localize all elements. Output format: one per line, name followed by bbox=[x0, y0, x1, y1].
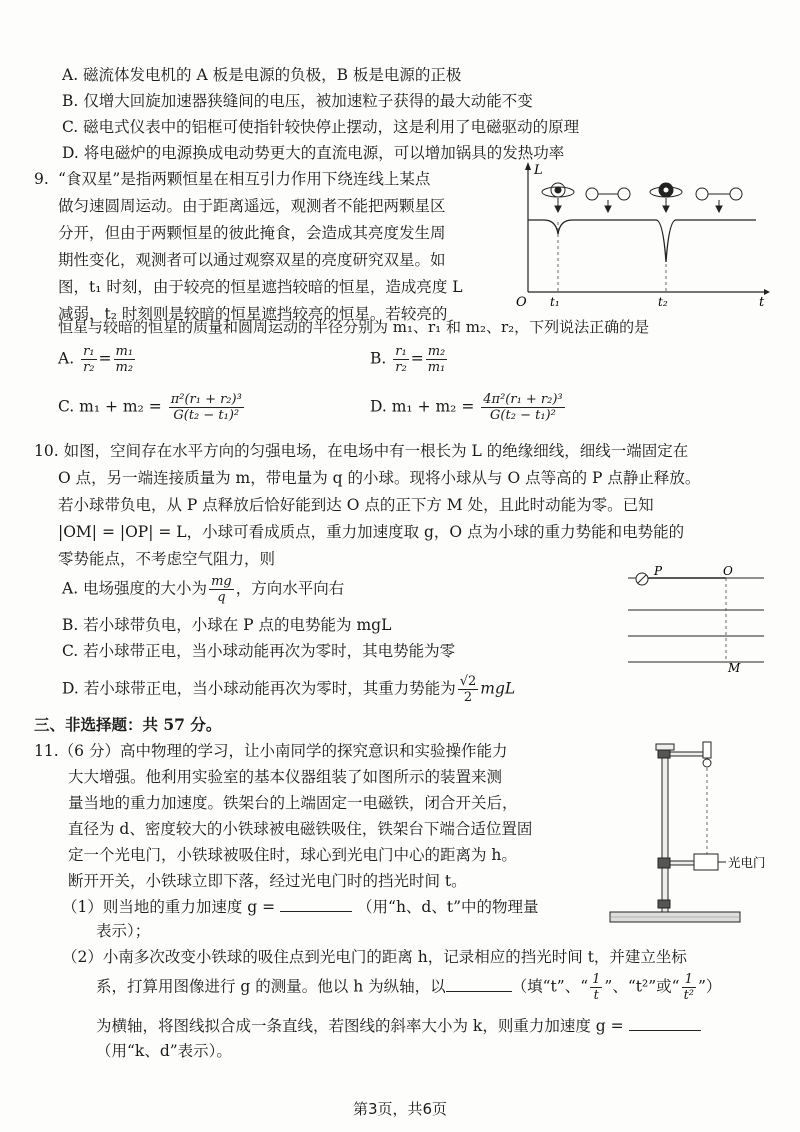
q10-option-a: A. 电场强度的大小为 $\frac{mg}{q}$ ，方向水平向右 bbox=[62, 574, 345, 605]
q11-line-4: 直径为 d、密度较大的小铁球被电磁铁吸住，铁架台下端合适位置固 bbox=[68, 820, 533, 838]
q11-part-2-line-4: （用“k、d”表示）。 bbox=[96, 1042, 232, 1060]
q9-option-a: A. $\frac{\text{r₁}}{\text{r₂}}$ = $\frac{\text{m₁}}{\text{m₂}}$ bbox=[58, 344, 134, 375]
q8-option-c: C. 磁电式仪表中的铝框可使指针较快停止摆动，这是利用了电磁驱动的原理 bbox=[62, 118, 580, 136]
label-p: P bbox=[654, 564, 663, 578]
q9-line-6: 减弱，t₂ 时刻则是较暗的恒星遮挡较亮的恒星。若较亮的 bbox=[58, 305, 448, 323]
q9-line-4: 期性变化，观测者可以通过观察双星的亮度研究双星。如 bbox=[58, 251, 446, 269]
star-pair-eclipse-2 bbox=[650, 183, 682, 212]
q9-line-3: 分开，但由于两颗恒星的彼此掩食，会造成其亮度发生周 bbox=[58, 224, 446, 242]
answer-blank-2[interactable] bbox=[446, 977, 512, 992]
photogate-label: 光电门 bbox=[728, 855, 766, 870]
q9-option-c: C. m₁ + m₂ = $\frac{\text{π²(r₁ + r₂)³}}{\text{G(t₂ − t₁)²}}$ bbox=[58, 392, 242, 423]
q10-electric-field-figure bbox=[626, 564, 766, 674]
q9-option-d: D. m₁ + m₂ = $\frac{\text{4π²(r₁ + r₂)³}}{\text{G(t₂ − t₁)²}}$ bbox=[370, 392, 563, 423]
electromagnet bbox=[703, 742, 711, 758]
q10-line-1: 10. 如图，空间存在水平方向的匀强电场，在电场中有一根长为 L 的绝缘细线，细线一端固定在 bbox=[34, 442, 689, 460]
q11-part-2-line-2: 系，打算用图像进行 g 的测量。他以 h 为纵轴，以 （填“t”、“ $\frac{1}{t}$ ”、“t²”或“ $\frac{1}{\text{t²}}$ ”） bbox=[96, 972, 722, 1003]
upper-arm bbox=[668, 752, 708, 756]
q10-line-4: |OM| = |OP| = L，小球可看成质点，重力加速度取 g，O 点为小球的重力势能和电势能的 bbox=[58, 523, 685, 541]
axis-label-l: L bbox=[534, 163, 543, 178]
q11-apparatus-figure bbox=[606, 740, 776, 936]
star-pair-side-1 bbox=[586, 188, 630, 212]
q10-option-b: B. 若小球带负电，小球在 P 点的电势能为 mgL bbox=[62, 616, 392, 634]
iron-ball bbox=[703, 759, 711, 767]
axis-label-t: t bbox=[759, 295, 765, 308]
brightness-curve bbox=[528, 220, 756, 262]
q10-line-2: O 点，另一端连接质量为 m，带电量为 q 的小球。现将小球从与 O 点等高的 P 点静止释放。 bbox=[58, 469, 701, 487]
t2-label: t₂ bbox=[658, 295, 668, 308]
q8-option-d: D. 将电磁炉的电源换成电动势更大的直流电源，可以增加锅具的发热功率 bbox=[62, 144, 565, 162]
q10-line-3: 若小球带负电，从 P 点释放后恰好能到达 O 点的正下方 M 处，且此时动能为零。已知 bbox=[58, 496, 654, 514]
q11-part-2-line-1: （2）小南多次改变小铁球的吸住点到光电门的距离 h，记录相应的挡光时间 t，并建立坐标 bbox=[62, 948, 687, 966]
q11-line-1: 11.（6 分）高中物理的学习，让小南同学的探究意识和实验操作能力 bbox=[34, 742, 508, 760]
q10-option-d: D. 若小球带正电，当小球动能再次为零时，其重力势能为 $\frac{√2}{2}$ mgL bbox=[62, 674, 516, 705]
q9-line-5: 图，t₁ 时刻，由于较亮的恒星遮挡较暗的恒星，造成亮度 L bbox=[58, 278, 463, 296]
origin-label: O bbox=[516, 295, 527, 308]
answer-blank-3[interactable] bbox=[629, 1016, 701, 1031]
q10-line-5: 零势能点，不考虑空气阻力，则 bbox=[58, 550, 276, 568]
star-pair-eclipse-1 bbox=[542, 183, 574, 212]
q11-part-1-cont: 表示）； bbox=[96, 922, 151, 940]
q9-light-curve-figure bbox=[516, 160, 770, 308]
q9-line-1: “食双星”是指两颗恒星在相互引力作用下绕连线上某点 bbox=[58, 170, 431, 188]
q8-option-a: A. 磁流体发电机的 A 板是电源的负极，B 板是电源的正极 bbox=[62, 66, 462, 84]
q11-line-6: 断开开关，小铁球立即下落，经过光电门时的挡光时间 t。 bbox=[68, 872, 467, 890]
q11-part-2-line-3: 为横轴，将图线拟合成一条直线，若图线的斜率大小为 k，则重力加速度 g = bbox=[96, 1014, 701, 1036]
q9-line-2: 做匀速圆周运动。由于距离遥远，观测者不能把两颗星区 bbox=[58, 197, 446, 215]
photogate bbox=[694, 854, 718, 870]
q11-line-2: 大大增强。他利用实验室的基本仪器组装了如图所示的装置来测 bbox=[68, 768, 503, 786]
star-pair-side-2 bbox=[696, 188, 742, 212]
q9-number: 9. bbox=[34, 170, 49, 188]
q11-line-3: 量当地的重力加速度。铁架台的上端固定一电磁铁，闭合开关后， bbox=[68, 794, 518, 812]
q10-option-c: C. 若小球带正电，当小球动能再次为零时，其电势能为零 bbox=[62, 642, 456, 660]
q9-option-b: B. $\frac{\text{r₁}}{\text{r₂}}$ = $\frac{\text{m₂}}{\text{m₁}}$ bbox=[370, 344, 446, 375]
t1-label: t₁ bbox=[550, 295, 560, 308]
label-m: M bbox=[728, 661, 741, 674]
label-o: O bbox=[723, 564, 733, 578]
q8-option-b: B. 仅增大回旋加速器狭缝间的电压，被加速粒子获得的最大动能不变 bbox=[62, 92, 533, 110]
q9-line-7: 恒星与较暗的恒星的质量和圆周运动的半径分别为 m₁、r₁ 和 m₂、r₂，下列说法正确的是 bbox=[58, 318, 650, 336]
stand-rod bbox=[662, 748, 668, 912]
section-3-heading: 三、非选择题：共 57 分。 bbox=[34, 715, 222, 734]
q11-line-5: 定一个光电门，小铁球被吸住时，球心到光电门中心的距离为 h。 bbox=[68, 846, 517, 864]
page-footer: 第3页，共6页 bbox=[352, 1100, 448, 1118]
q11-part-1: （1）则当地的重力加速度 g = （用“h、d、t”中的物理量 bbox=[62, 898, 539, 916]
answer-blank-1[interactable] bbox=[280, 897, 352, 912]
